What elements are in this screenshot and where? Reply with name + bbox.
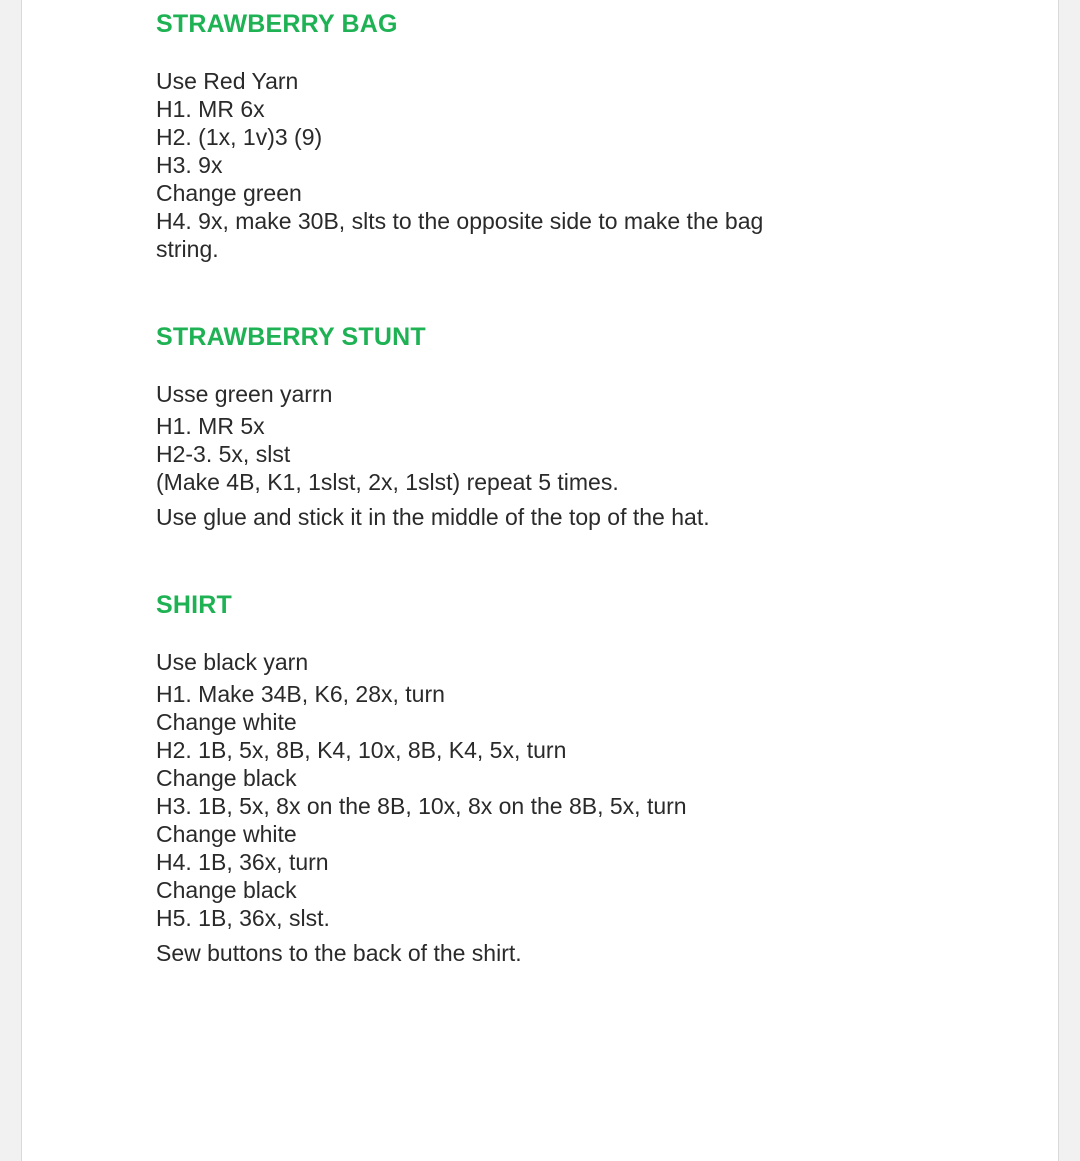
instruction-line: H4. 9x, make 30B, slts to the opposite side to make the bag string.: [156, 208, 764, 262]
instruction-list: [156, 380, 776, 531]
instruction-line: H1. Make 34B, K6, 28x, turn: [156, 681, 445, 707]
instruction-line: Use Red Yarn: [156, 68, 299, 94]
instruction-line: Change green: [156, 180, 302, 206]
instruction-list: [156, 648, 776, 967]
instruction-line: H5. 1B, 36x, slst.: [156, 905, 330, 931]
instruction-line: Sew buttons to the back of the shirt.: [156, 940, 522, 966]
instruction-line: H1. MR 5x: [156, 413, 265, 439]
instruction-line: Change black: [156, 765, 297, 791]
section-strawberry-stunt: [156, 322, 776, 531]
section-strawberry-bag: [156, 9, 776, 263]
instruction-line: Change white: [156, 821, 297, 847]
document-page: [21, 0, 1059, 1161]
instruction-line: Usse green yarrn: [156, 381, 333, 407]
section-heading: STRAWBERRY STUNT: [156, 323, 426, 351]
section-heading: SHIRT: [156, 591, 232, 619]
instruction-line: Use black yarn: [156, 649, 309, 675]
instruction-line: H2. 1B, 5x, 8B, K4, 10x, 8B, K4, 5x, turn: [156, 737, 567, 763]
instruction-line: Use glue and stick it in the middle of the top of the hat.: [156, 504, 710, 530]
instruction-line: H4. 1B, 36x, turn: [156, 849, 329, 875]
instruction-line: Change white: [156, 709, 297, 735]
section-shirt: [156, 590, 776, 967]
section-heading: STRAWBERRY BAG: [156, 10, 398, 38]
instruction-line: H2-3. 5x, slst: [156, 441, 291, 467]
instruction-list: [156, 67, 776, 263]
instruction-line: H2. (1x, 1v)3 (9): [156, 124, 323, 150]
instruction-line: Change black: [156, 877, 297, 903]
instruction-line: H1. MR 6x: [156, 96, 265, 122]
instruction-line: (Make 4B, K1, 1slst, 2x, 1slst) repeat 5 times.: [156, 469, 619, 495]
instruction-line: H3. 9x: [156, 152, 223, 178]
instruction-line: H3. 1B, 5x, 8x on the 8B, 10x, 8x on the 8B, 5x, turn: [156, 793, 687, 819]
